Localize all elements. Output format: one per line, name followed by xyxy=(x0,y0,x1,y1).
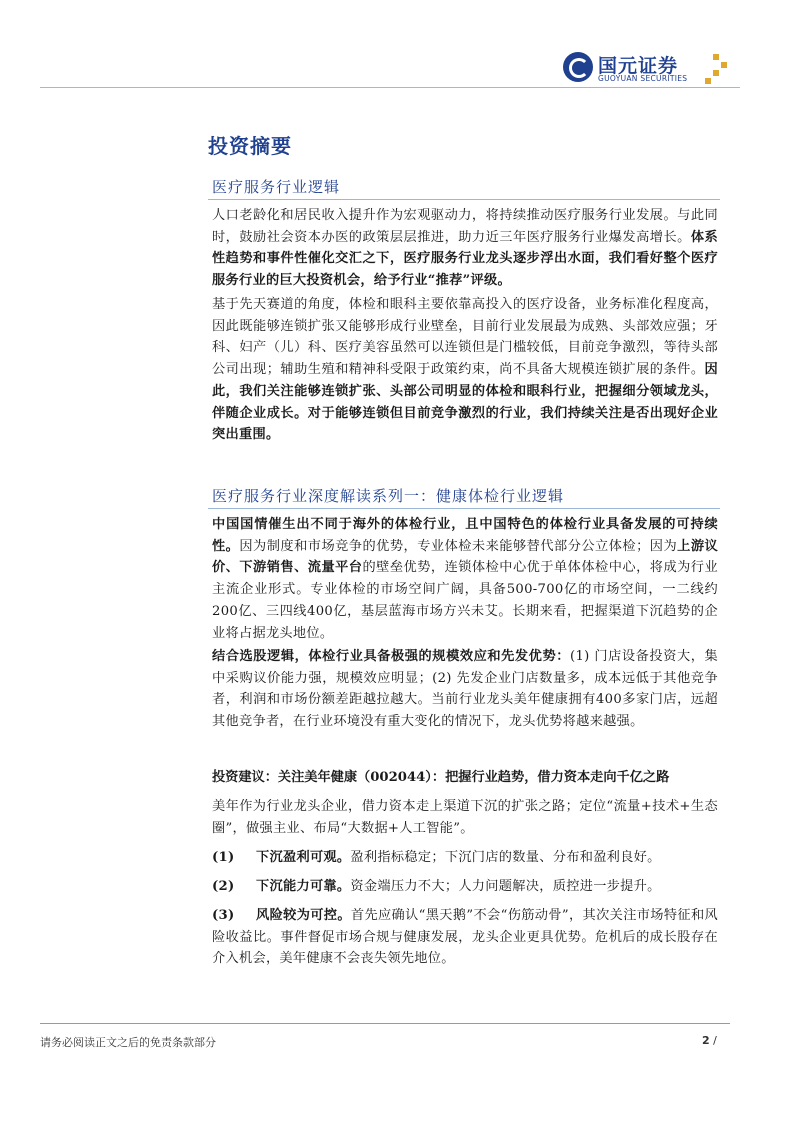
section-divider xyxy=(208,199,720,200)
list-item-bold: 风险较为可控。 xyxy=(256,908,351,923)
paragraph-segments xyxy=(212,294,718,446)
paragraph-text: 基于先天赛道的角度，体检和眼科主要依靠高投入的医疗设备，业务标准化程度高，因此既能够连锁扩张又能够形成行业壁垒，目前行业发展最为成熟、头部效应强；牙科、妇产（儿）科、医疗美容虽然可以连锁但是门槛较低，目前竞争激烈，等待头部公司出现；辅助生殖和精神科受限于政策约束，尚不具备大规模连锁扩展的条件。 xyxy=(212,297,718,378)
section-divider xyxy=(208,508,720,509)
logo-square-icon xyxy=(721,62,727,68)
list-item-number: (2) xyxy=(212,879,235,894)
company-logo xyxy=(563,52,733,90)
logo-name-en: GUOYUAN SECURITIES xyxy=(598,74,688,83)
list-item-number: (3) xyxy=(212,908,235,923)
page-number-separator: / xyxy=(713,1034,717,1047)
paragraph-drivers xyxy=(212,205,718,292)
section-title-logic: 医疗服务行业逻辑 xyxy=(212,178,341,196)
paragraph-bold: 结合选股逻辑，体检行业具备极强的规模效应和先发优势： xyxy=(212,649,570,664)
list-item xyxy=(212,847,718,869)
paragraph-bold: 因此，我们关注能够连锁扩张、头部公司明显的体检和眼科行业，把握细分领域龙头，伴随企业成长。对于能够连锁但目前竞争激烈的行业，我们持续关注是否出现好企业突出重围。 xyxy=(212,362,718,443)
list-item-text: 资金端压力不大；人力问题解决，质控进一步提升。 xyxy=(350,879,661,894)
section-title-checkup: 医疗服务行业深度解读系列一：健康体检行业逻辑 xyxy=(212,487,565,505)
list-item-number: (1) xyxy=(212,850,235,865)
paragraph-bold: 中国国情催生出不同于海外的体检行业，且中国特色的体检行业具备发展的可持续性。 xyxy=(212,517,718,554)
page-number-value: 2 xyxy=(702,1034,710,1047)
paragraph-stock-logic xyxy=(212,646,718,733)
paragraph-text: 的壁垒优势，连锁体检中心优于单体体检中心，将成为行业主流企业形式。专业体检的市场空间广阔，具备500-700亿的市场空间，一二线约200亿、三四线400亿，基层蓝海市场方兴未艾。长期来看，把握渠道下沉趋势的企业将占据龙头地位。 xyxy=(212,560,718,641)
paragraph-text: 因为制度和市场竞争的优势，专业体检未来能够替代部分公立体检；因为 xyxy=(239,538,678,554)
list-item-bold: 下沉盈利可观。 xyxy=(256,850,351,865)
page-number xyxy=(702,1034,717,1047)
logo-emblem-icon xyxy=(563,52,593,82)
paragraph-text: 人口老龄化和居民收入提升作为宏观驱动力，将持续推动医疗服务行业发展。与此同时，鼓励社会资本办医的政策层层推进，助力近三年医疗服务行业爆发高增长。 xyxy=(212,208,718,245)
logo-square-icon xyxy=(713,70,719,76)
footer-disclaimer: 请务必阅读正文之后的免责条款部分 xyxy=(40,1036,216,1049)
list-item-text: 盈利指标稳定；下沉门店的数量、分布和盈利良好。 xyxy=(350,850,661,865)
investment-advice-title: 投资建议：关注美年健康（002044）：把握行业趋势，借力资本走向千亿之路 xyxy=(212,770,670,785)
footer-divider xyxy=(400,1023,730,1024)
paragraph-investment-intro: 美年作为行业龙头企业，借力资本走上渠道下沉的扩张之路；定位“流量+技术+生态圈”，做强主业、布局“大数据+人工智能”。 xyxy=(212,799,718,836)
logo-square-icon xyxy=(705,78,711,84)
list-item xyxy=(212,905,718,970)
footer-divider xyxy=(40,1023,400,1024)
page-title: 投资摘要 xyxy=(208,134,292,158)
list-item xyxy=(212,876,718,898)
list-item-text: 首先应确认“黑天鹅”不会“伤筋动骨”，其次关注市场特征和风险收益比。事件督促市场合规与健康发展，龙头企业更具优势。危机后的成长股存在介入机会，美年健康不会丧失领先地位。 xyxy=(212,908,718,967)
logo-square-icon xyxy=(713,54,719,60)
paragraph-checkup-industry xyxy=(212,514,718,644)
paragraph-text: (1) 门店设备投资大，集中采购议价能力强，规模效应明显；(2) 先发企业门店数量多，成本远低于其他竞争者，利润和市场份额差距越拉越大。当前行业龙头美年健康拥有400多家门店，远超其他竞争者，在行业环境没有重大变化的情况下，龙头优势将越来越强。 xyxy=(212,649,718,730)
list-item-bold: 下沉能力可靠。 xyxy=(256,879,351,894)
logo-name-cn: 国元证券 xyxy=(598,55,679,77)
paragraph-bold: 上游议价、下游销售、流量平台 xyxy=(212,538,718,576)
paragraph-bold: 体系性趋势和事件性催化交汇之下，医疗服务行业龙头逐步浮出水面，我们看好整个医疗服务行业的巨大投资机会，给予行业“推荐”评级。 xyxy=(212,229,718,289)
